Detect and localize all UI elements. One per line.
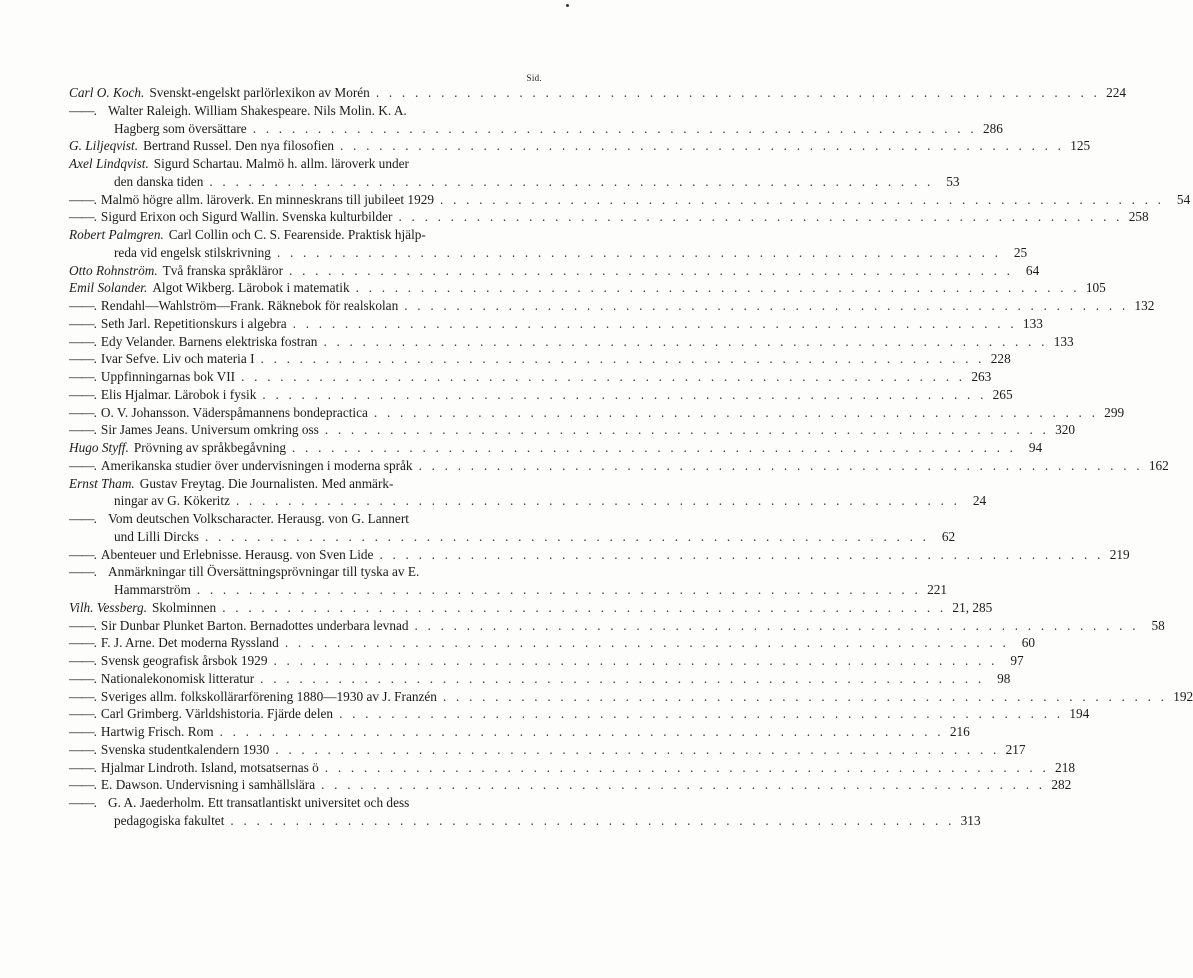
dot-leaders: . . . . . . . . . . . . . . . . . . . . . . . . . . . . . . . . . . . . . . . . . . . . . . . . . . . . . . . . (324, 422, 1050, 438)
dot-leaders: . . . . . . . . . . . . . . . . . . . . . . . . . . . . . . . . . . . . . . . . . . . . . . . . . . . . . . . . (292, 315, 1017, 331)
dot-leaders: . . . . . . . . . . . . . . . . . . . . . . . . . . . . . . . . . . . . . . . . . . . . . . . . . . . . . . . . (219, 724, 944, 739)
entry-line (69, 439, 1043, 457)
page-number: 97 (1010, 653, 1024, 668)
page-number: 194 (1069, 706, 1090, 722)
entry-title: Hjalmar Lindroth. Island, motsatsernas ö (100, 759, 319, 775)
entries-list (69, 84, 1193, 830)
entry (69, 439, 1043, 457)
entry-title: Svenskt-engelskt parlörlexikon av Morén (149, 85, 370, 100)
entry-title: Carl Grimberg. Världshistoria. Fjärde delen (100, 706, 334, 722)
ditto-dash: ——. (69, 688, 96, 704)
entry-title: Gustav Freytag. Die Journalisten. Med anmärk- (139, 475, 394, 491)
entry (69, 652, 1024, 670)
entry-line (69, 315, 1043, 333)
ditto-dash: ——. (69, 546, 96, 562)
entry-line (69, 670, 1011, 688)
entry-title: Svenska studentkalendern 1930 (100, 741, 270, 757)
page-number: 265 (992, 386, 1013, 402)
ditto-dash: ——. (69, 724, 96, 739)
entry-line (69, 102, 543, 120)
page-number: 94 (1028, 440, 1043, 455)
entry-title: Edy Velander. Barnens elektriska fostran (100, 333, 318, 349)
entry (69, 794, 981, 830)
dot-leaders: . . . . . . . . . . . . . . . . . . . . . . . . . . . . . . . . . . . . . . . . . . . . . . . . . . . . . . . . (373, 404, 1099, 420)
page-number: 64 (1025, 262, 1040, 278)
page-number: 263 (971, 369, 992, 384)
dot-leaders: . . . . . . . . . . . . . . . . . . . . . . . . . . . . . . . . . . . . . . . . . . . . . . . . . . . . . . . . (252, 120, 977, 136)
entry-line (69, 652, 1024, 670)
entry (69, 546, 1130, 564)
entry-title: Ivar Sefve. Liv och materia I (100, 351, 255, 367)
entry (69, 191, 1191, 209)
entry (69, 705, 1090, 723)
entry-author: Carl O. Koch. (69, 85, 145, 100)
ditto-dash: ——. (69, 209, 96, 225)
entry-title: Hammarström (114, 582, 191, 597)
dot-leaders: . . . . . . . . . . . . . . . . . . . . . . . . . . . . . . . . . . . . . . . . . . . . . . . . . . . . . . . . (321, 777, 1046, 793)
entry (69, 333, 1074, 351)
entry-line (69, 191, 1191, 209)
ditto-dash: ——. (69, 795, 96, 810)
entry-title: Amerikanska studier över undervisningen i moderna språk (100, 457, 413, 473)
entry-title: ningar av G. Kökeritz (114, 493, 230, 509)
entry-title: Sir Dunbar Plunket Barton. Bernadottes underbara levnad (100, 617, 409, 633)
entry-title: Skolminnen (151, 599, 217, 615)
ink-speck (566, 4, 569, 7)
entry-line (69, 386, 1013, 404)
page-number: 258 (1128, 209, 1149, 225)
page-number: 282 (1051, 777, 1072, 793)
entry (69, 617, 1165, 635)
entry-author: Axel Lindqvist. (69, 156, 149, 171)
dot-leaders: . . . . . . . . . . . . . . . . . . . . . . . . . . . . . . . . . . . . . . . . . . . . . . . . . . . . . . . . (418, 457, 1143, 473)
entry-title: Uppfinningarnas bok VII (100, 369, 236, 384)
entry-author: Vilh. Vessberg. (69, 599, 147, 615)
entry-line (69, 421, 1076, 439)
ditto-dash: ——. (69, 351, 96, 367)
page-number: 24 (972, 493, 987, 509)
entry-title: Carl Collin och C. S. Fearenside. Praktisk hjälp- (168, 227, 426, 242)
page-number: 218 (1055, 759, 1075, 775)
dot-leaders: . . . . . . . . . . . . . . . . . . . . . . . . . . . . . . . . . . . . . . . . . . . . . . . . . . . . . . . . (324, 759, 1049, 775)
entry-line (69, 333, 1074, 351)
entry-line (69, 759, 1075, 777)
page-number: 54 (1176, 191, 1191, 207)
sid-column-header: Sid. (526, 73, 542, 83)
entry-line (69, 812, 981, 830)
entry-line (69, 368, 992, 386)
page-number: 320 (1055, 422, 1076, 438)
ditto-dash: ——. (69, 315, 96, 331)
page-number: 286 (982, 120, 1003, 136)
entry-title: Walter Raleigh. William Shakespeare. Nils Molin. K. A. (108, 102, 407, 118)
entry-line (69, 279, 1106, 297)
entry (69, 404, 1125, 422)
page-number: 21, 285 (952, 599, 993, 615)
entry-line (69, 617, 1165, 635)
entry-title: Två franska språkläror (162, 262, 284, 278)
ditto-dash: ——. (69, 102, 96, 118)
entry-line (69, 599, 993, 617)
entry-line (69, 262, 1040, 280)
entry-title: Abenteuer und Erlebnisse. Herausg. von Sven Lide (100, 546, 374, 562)
page-number: 133 (1053, 333, 1074, 349)
entry (69, 421, 1076, 439)
entry (69, 723, 970, 741)
page-number: 132 (1134, 298, 1155, 313)
entry-line (69, 297, 1155, 315)
dot-leaders: . . . . . . . . . . . . . . . . . . . . . . . . . . . . . . . . . . . . . . . . . . . . . . . . . . . . . . . . (235, 493, 961, 509)
entry-line (69, 634, 1036, 652)
ditto-dash: ——. (69, 777, 96, 793)
entry (69, 297, 1155, 315)
entry-line (69, 350, 1011, 368)
page-number: 224 (1106, 85, 1127, 100)
entry (69, 84, 1127, 102)
dot-leaders: . . . . . . . . . . . . . . . . . . . . . . . . . . . . . . . . . . . . . . . . . . . . . . . . . . . . . . . . (276, 244, 1002, 260)
entry (69, 510, 956, 546)
entry-line (69, 546, 1130, 564)
dot-leaders: . . . . . . . . . . . . . . . . . . . . . . . . . . . . . . . . . . . . . . . . . . . . . . . . . . . . . . . . (339, 706, 1064, 722)
dot-leaders: . . . . . . . . . . . . . . . . . . . . . . . . . . . . . . . . . . . . . . . . . . . . . . . . . . . . . . . . (273, 653, 998, 668)
dot-leaders: . . . . . . . . . . . . . . . . . . . . . . . . . . . . . . . . . . . . . . . . . . . . . . . . . . . . . . . . (209, 173, 934, 189)
entry-title: Malmö högre allm. läroverk. En minneskrans till jubileet 1929 (100, 191, 435, 207)
entry-author: Ernst Tham. (69, 475, 135, 491)
entry-title: Vom deutschen Volkscharacter. Herausg. von G. Lannert (108, 511, 409, 526)
entry (69, 475, 987, 511)
ditto-dash: ——. (69, 741, 96, 757)
entry-title: reda vid engelsk stilskrivning (114, 244, 271, 260)
entry-author: Robert Palmgren. (69, 227, 164, 242)
entry (69, 457, 1169, 475)
entry-title: Seth Jarl. Repetitionskurs i algebra (100, 315, 287, 331)
entry-line (69, 510, 543, 528)
ditto-dash: ——. (69, 706, 96, 722)
entry-line (69, 137, 1091, 155)
entry-title: Bertrand Russel. Den nya filosofien (143, 138, 334, 154)
dot-leaders: . . . . . . . . . . . . . . . . . . . . . . . . . . . . . . . . . . . . . . . . . . . . . . . . . . . . . . . . (260, 670, 985, 686)
entry (69, 634, 1036, 652)
dot-leaders: . . . . . . . . . . . . . . . . . . . . . . . . . . . . . . . . . . . . . . . . . . . . . . . . . . . . . . . . (275, 741, 1000, 757)
entry-author: Hugo Styff. (69, 440, 129, 455)
page-number: 217 (1005, 741, 1026, 757)
entry-line (69, 528, 956, 546)
ditto-dash: ——. (69, 369, 96, 384)
entry-title: Hagberg som översättare (114, 120, 247, 136)
entry-title: Anmärkningar till Översättningsprövningar till tyska av E. (108, 564, 420, 580)
entry-author: Otto Rohnström. (69, 262, 158, 278)
entry (69, 226, 1028, 262)
page-number: 60 (1021, 635, 1036, 651)
dot-leaders: . . . . . . . . . . . . . . . . . . . . . . . . . . . . . . . . . . . . . . . . . . . . . . . . . . . . . . . . (262, 386, 987, 402)
entry-title: Sir James Jeans. Universum omkring oss (100, 422, 319, 438)
dot-leaders: . . . . . . . . . . . . . . . . . . . . . . . . . . . . . . . . . . . . . . . . . . . . . . . . . . . . . . . . (204, 528, 930, 544)
ditto-dash: ——. (69, 564, 96, 580)
entry-title: Algot Wikberg. Lärobok i matematik (152, 280, 350, 296)
entry-title: Sigurd Erixon och Sigurd Wallin. Svenska kulturbilder (100, 209, 393, 225)
entry-line (69, 723, 970, 741)
entry-line (69, 173, 960, 191)
entry (69, 262, 1040, 280)
ditto-dash: ——. (69, 457, 96, 473)
page-number: 299 (1104, 404, 1125, 420)
dot-leaders: . . . . . . . . . . . . . . . . . . . . . . . . . . . . . . . . . . . . . . . . . . . . . . . . . . . . . . . . (355, 280, 1080, 296)
entry-title: Hartwig Frisch. Rom (100, 724, 214, 739)
ditto-dash: ——. (69, 617, 96, 633)
entry-line (69, 776, 1072, 794)
page-number: 216 (949, 724, 970, 739)
ditto-dash: ——. (69, 653, 96, 668)
page-number: 62 (941, 528, 956, 544)
entry-line (69, 84, 1127, 102)
entry-title: E. Dawson. Undervisning i samhällslära (100, 777, 316, 793)
entry-line (69, 475, 543, 493)
dot-leaders: . . . . . . . . . . . . . . . . . . . . . . . . . . . . . . . . . . . . . . . . . . . . . . . . . . . . . . . . (196, 582, 922, 597)
ditto-dash: ——. (69, 333, 96, 349)
page-number: 133 (1022, 315, 1043, 331)
entry-title: O. V. Johansson. Väderspåmannens bondepractica (100, 404, 368, 420)
entry-line (69, 794, 543, 812)
entry-title: Rendahl—Wahlström—Frank. Räknebok för realskolan (100, 298, 399, 313)
dot-leaders: . . . . . . . . . . . . . . . . . . . . . . . . . . . . . . . . . . . . . . . . . . . . . . . . . . . . . . . . (260, 351, 985, 367)
entry (69, 315, 1043, 333)
entry-line (69, 208, 1149, 226)
entry (69, 102, 1003, 138)
dot-leaders: . . . . . . . . . . . . . . . . . . . . . . . . . . . . . . . . . . . . . . . . . . . . . . . . . . . . . . . . (230, 812, 955, 828)
ditto-dash: ——. (69, 386, 96, 402)
entry-title: und Lilli Dircks (114, 528, 199, 544)
ditto-dash: ——. (69, 670, 96, 686)
entry (69, 368, 992, 386)
dot-leaders: . . . . . . . . . . . . . . . . . . . . . . . . . . . . . . . . . . . . . . . . . . . . . . . . . . . . . . . . (222, 599, 947, 615)
entry-line (69, 226, 543, 244)
page-number: 219 (1109, 546, 1130, 562)
entry (69, 155, 960, 191)
entry-title: G. A. Jaederholm. Ett transatlantiskt universitet och dess (108, 795, 410, 810)
entry-line (69, 244, 1028, 262)
dot-leaders: . . . . . . . . . . . . . . . . . . . . . . . . . . . . . . . . . . . . . . . . . . . . . . . . . . . . . . . . (340, 138, 1065, 154)
page-number: 313 (960, 812, 981, 828)
entry-title: Sigurd Schartau. Malmö h. allm. läroverk under (153, 156, 409, 171)
entry (69, 208, 1149, 226)
page-number: 221 (927, 582, 948, 597)
entry-title: Nationalekonomisk litteratur (100, 670, 255, 686)
ditto-dash: ——. (69, 635, 96, 651)
dot-leaders: . . . . . . . . . . . . . . . . . . . . . . . . . . . . . . . . . . . . . . . . . . . . . . . . . . . . . . . . (241, 369, 966, 384)
ditto-dash: ——. (69, 759, 96, 775)
page-number: 105 (1085, 280, 1106, 296)
entry-line (69, 688, 1193, 706)
page-number: 162 (1148, 457, 1169, 473)
entry (69, 386, 1013, 404)
entry (69, 137, 1091, 155)
page-number: 125 (1070, 138, 1091, 154)
page-number: 228 (990, 351, 1011, 367)
entry (69, 759, 1075, 777)
dot-leaders: . . . . . . . . . . . . . . . . . . . . . . . . . . . . . . . . . . . . . . . . . . . . . . . . . . . . . . . . (414, 617, 1139, 633)
dot-leaders: . . . . . . . . . . . . . . . . . . . . . . . . . . . . . . . . . . . . . . . . . . . . . . . . . . . . . . . . (323, 333, 1048, 349)
entry-title: Svensk geografisk årsbok 1929 (100, 653, 268, 668)
entry-title: pedagogiska fakultet (114, 812, 225, 828)
entry-title: Sveriges allm. folkskollärarförening 1880—1930 av J. Franzén (100, 688, 437, 704)
entry (69, 599, 993, 617)
entry-line (69, 457, 1169, 475)
entry-line (69, 741, 1026, 759)
entry (69, 776, 1072, 794)
page-number: 25 (1013, 244, 1028, 260)
entry (69, 350, 1011, 368)
entry-author: Emil Solander. (69, 280, 148, 296)
entry (69, 670, 1011, 688)
dot-leaders: . . . . . . . . . . . . . . . . . . . . . . . . . . . . . . . . . . . . . . . . . . . . . . . . . . . . . . . . (442, 688, 1168, 704)
dot-leaders: . . . . . . . . . . . . . . . . . . . . . . . . . . . . . . . . . . . . . . . . . . . . . . . . . . . . . . . . (404, 298, 1129, 313)
page-number: 53 (946, 173, 960, 189)
ditto-dash: ——. (69, 298, 96, 313)
dot-leaders: . . . . . . . . . . . . . . . . . . . . . . . . . . . . . . . . . . . . . . . . . . . . . . . . . . . . . . . . (440, 191, 1165, 207)
entry-line (69, 492, 987, 510)
entry-line (69, 404, 1125, 422)
entry-author: G. Liljeqvist. (69, 138, 139, 154)
page-number: 98 (997, 670, 1011, 686)
entry-line (69, 705, 1090, 723)
ditto-dash: ——. (69, 404, 96, 420)
entry (69, 563, 948, 599)
entry-title: Elis Hjalmar. Lärobok i fysik (100, 386, 257, 402)
entry (69, 741, 1026, 759)
dot-leaders: . . . . . . . . . . . . . . . . . . . . . . . . . . . . . . . . . . . . . . . . . . . . . . . . . . . . . . . . (284, 635, 1010, 651)
ditto-dash: ——. (69, 422, 96, 438)
entry (69, 688, 1193, 706)
entry-title: den danska tiden (114, 173, 204, 189)
page-number: 58 (1151, 617, 1165, 633)
entry-title: F. J. Arne. Det moderna Ryssland (100, 635, 279, 651)
dot-leaders: . . . . . . . . . . . . . . . . . . . . . . . . . . . . . . . . . . . . . . . . . . . . . . . . . . . . . . . . (289, 262, 1014, 278)
entry-line (69, 581, 948, 599)
dot-leaders: . . . . . . . . . . . . . . . . . . . . . . . . . . . . . . . . . . . . . . . . . . . . . . . . . . . . . . . . (292, 440, 1017, 455)
dot-leaders: . . . . . . . . . . . . . . . . . . . . . . . . . . . . . . . . . . . . . . . . . . . . . . . . . . . . . . . . (379, 546, 1104, 562)
entry-line (69, 563, 543, 581)
ditto-dash: ——. (69, 511, 96, 526)
entry-line (69, 155, 543, 173)
page-number: 192 (1173, 688, 1193, 704)
ditto-dash: ——. (69, 191, 96, 207)
dot-leaders: . . . . . . . . . . . . . . . . . . . . . . . . . . . . . . . . . . . . . . . . . . . . . . . . . . . . . . . . (375, 85, 1101, 100)
dot-leaders: . . . . . . . . . . . . . . . . . . . . . . . . . . . . . . . . . . . . . . . . . . . . . . . . . . . . . . . . (398, 209, 1123, 225)
entry-line (69, 120, 1003, 138)
entry (69, 279, 1106, 297)
entry-title: Prövning av språkbegåvning (133, 440, 286, 455)
